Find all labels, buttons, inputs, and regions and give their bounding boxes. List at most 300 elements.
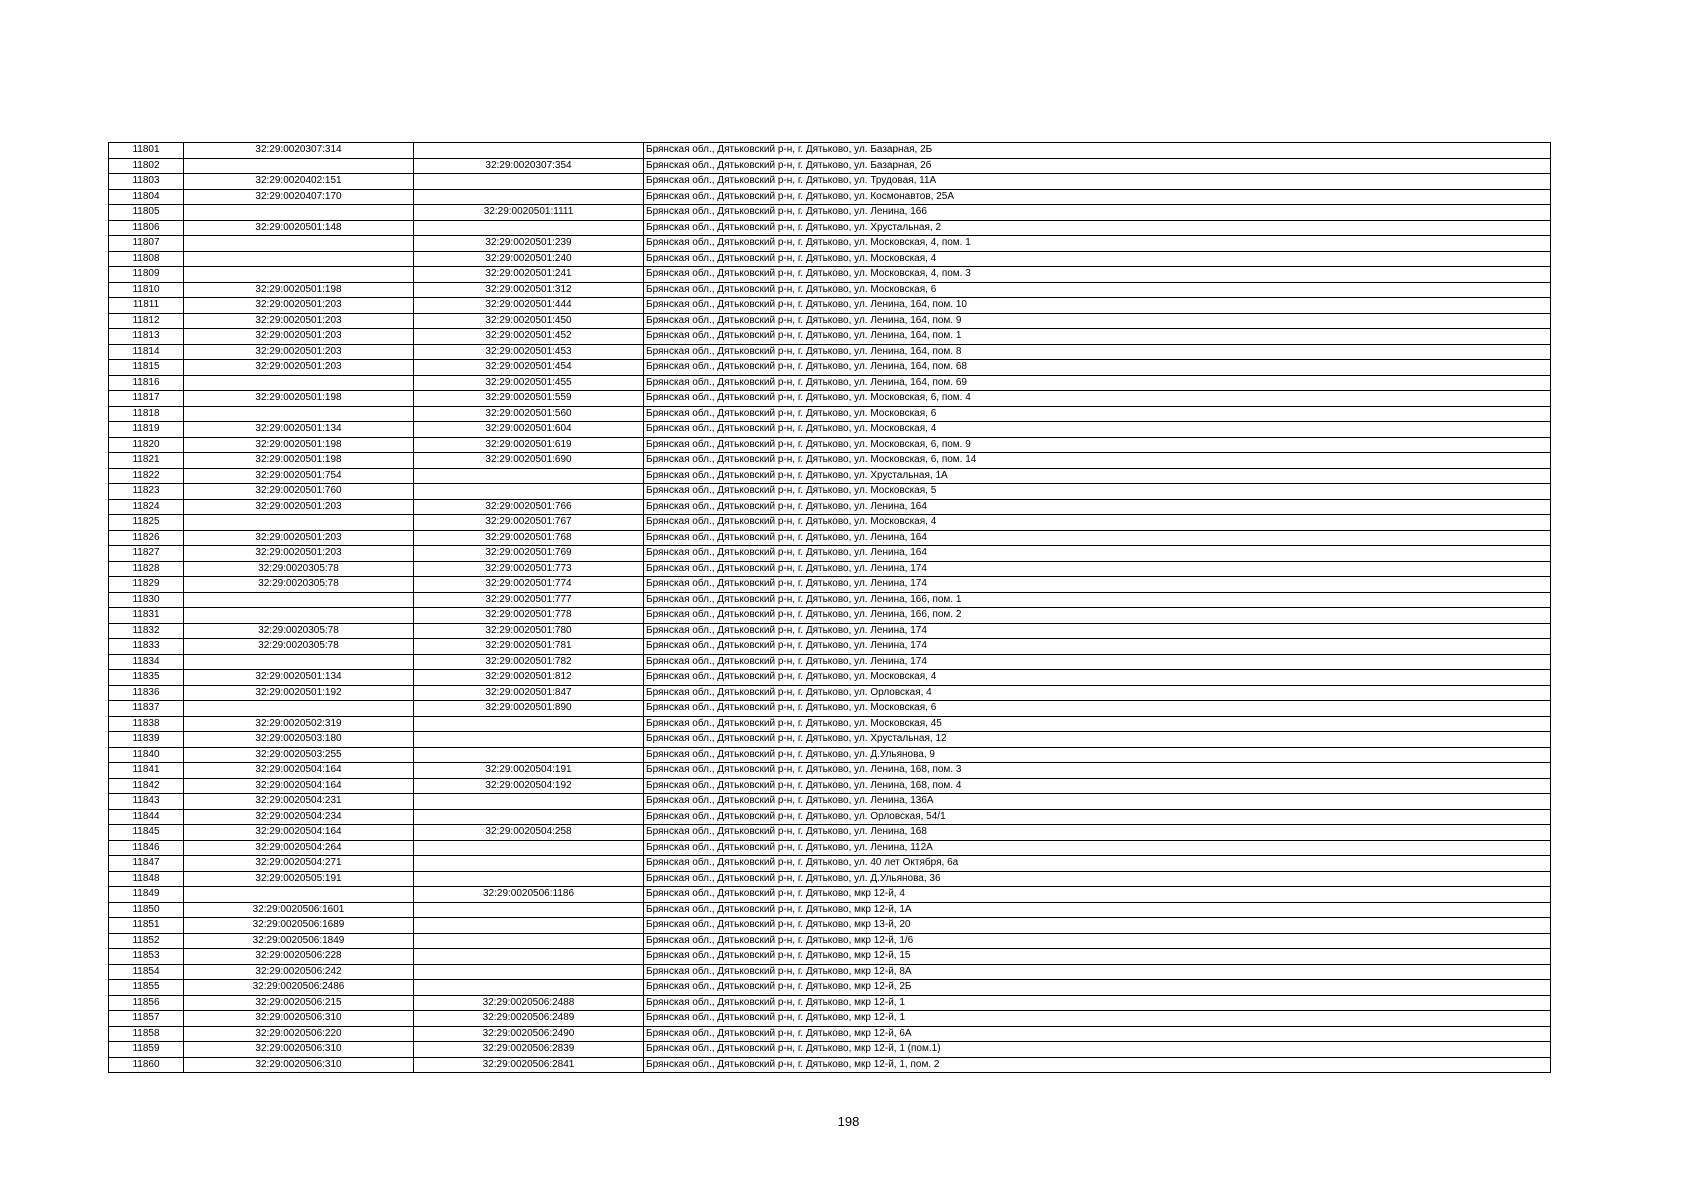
- row-number-cell: 11802: [109, 158, 184, 174]
- address-cell: Брянская обл., Дятьковский р-н, г. Дятьково, ул. Ленина, 174: [644, 654, 1551, 670]
- row-number-cell: 11824: [109, 499, 184, 515]
- object-cadastral-number-cell: 32:29:0020501:767: [414, 515, 644, 531]
- object-cadastral-number-cell: 32:29:0020501:559: [414, 391, 644, 407]
- parcel-cadastral-number-cell: 32:29:0020501:203: [184, 329, 414, 345]
- table-row: [109, 639, 1551, 655]
- address-cell: Брянская обл., Дятьковский р-н, г. Дятьково, ул. Ленина, 174: [644, 577, 1551, 593]
- address-cell: Брянская обл., Дятьковский р-н, г. Дятьково, ул. Хрустальная, 1А: [644, 468, 1551, 484]
- address-cell: Брянская обл., Дятьковский р-н, г. Дятьково, мкр 13-й, 20: [644, 918, 1551, 934]
- row-number-cell: 11801: [109, 143, 184, 159]
- address-cell: Брянская обл., Дятьковский р-н, г. Дятьково, ул. Ленина, 164: [644, 546, 1551, 562]
- address-cell: Брянская обл., Дятьковский р-н, г. Дятьково, ул. Ленина, 136А: [644, 794, 1551, 810]
- object-cadastral-number-cell: 32:29:0020501:453: [414, 344, 644, 360]
- row-number-cell: 11829: [109, 577, 184, 593]
- row-number-cell: 11858: [109, 1026, 184, 1042]
- row-number-cell: 11839: [109, 732, 184, 748]
- table-row: [109, 778, 1551, 794]
- row-number-cell: 11810: [109, 282, 184, 298]
- object-cadastral-number-cell: 32:29:0020501:768: [414, 530, 644, 546]
- object-cadastral-number-cell: 32:29:0020501:239: [414, 236, 644, 252]
- row-number-cell: 11855: [109, 980, 184, 996]
- row-number-cell: 11841: [109, 763, 184, 779]
- object-cadastral-number-cell: 32:29:0020506:1186: [414, 887, 644, 903]
- row-number-cell: 11823: [109, 484, 184, 500]
- address-cell: Брянская обл., Дятьковский р-н, г. Дятьково, мкр 12-й, 15: [644, 949, 1551, 965]
- table-row: [109, 205, 1551, 221]
- table-row: [109, 174, 1551, 190]
- address-cell: Брянская обл., Дятьковский р-н, г. Дятьково, ул. Хрустальная, 12: [644, 732, 1551, 748]
- address-cell: Брянская обл., Дятьковский р-н, г. Дятьково, ул. Московская, 6, пом. 4: [644, 391, 1551, 407]
- address-cell: Брянская обл., Дятьковский р-н, г. Дятьково, ул. Базарная, 2б: [644, 158, 1551, 174]
- object-cadastral-number-cell: [414, 964, 644, 980]
- object-cadastral-number-cell: [414, 794, 644, 810]
- address-cell: Брянская обл., Дятьковский р-н, г. Дятьково, ул. Ленина, 166: [644, 205, 1551, 221]
- table-row: [109, 282, 1551, 298]
- table-row: [109, 685, 1551, 701]
- address-cell: Брянская обл., Дятьковский р-н, г. Дятьково, ул. Московская, 6: [644, 282, 1551, 298]
- table-row: [109, 1011, 1551, 1027]
- address-cell: Брянская обл., Дятьковский р-н, г. Дятьково, ул. Московская, 6: [644, 406, 1551, 422]
- object-cadastral-number-cell: 32:29:0020501:619: [414, 437, 644, 453]
- row-number-cell: 11820: [109, 437, 184, 453]
- address-cell: Брянская обл., Дятьковский р-н, г. Дятьково, ул. Ленина, 164, пом. 69: [644, 375, 1551, 391]
- table-row: [109, 236, 1551, 252]
- table-row: [109, 592, 1551, 608]
- object-cadastral-number-cell: 32:29:0020504:258: [414, 825, 644, 841]
- address-cell: Брянская обл., Дятьковский р-н, г. Дятьково, ул. Ленина, 164: [644, 530, 1551, 546]
- address-cell: Брянская обл., Дятьковский р-н, г. Дятьково, ул. Ленина, 164, пом. 8: [644, 344, 1551, 360]
- row-number-cell: 11812: [109, 313, 184, 329]
- table-row: [109, 871, 1551, 887]
- object-cadastral-number-cell: [414, 949, 644, 965]
- parcel-cadastral-number-cell: 32:29:0020506:310: [184, 1011, 414, 1027]
- object-cadastral-number-cell: 32:29:0020501:766: [414, 499, 644, 515]
- address-cell: Брянская обл., Дятьковский р-н, г. Дятьково, ул. Московская, 4: [644, 670, 1551, 686]
- row-number-cell: 11848: [109, 871, 184, 887]
- parcel-cadastral-number-cell: 32:29:0020506:220: [184, 1026, 414, 1042]
- parcel-cadastral-number-cell: 32:29:0020504:164: [184, 778, 414, 794]
- address-cell: Брянская обл., Дятьковский р-н, г. Дятьково, ул. Ленина, 164, пом. 10: [644, 298, 1551, 314]
- parcel-cadastral-number-cell: 32:29:0020501:760: [184, 484, 414, 500]
- address-cell: Брянская обл., Дятьковский р-н, г. Дятьково, ул. Д.Ульянова, 36: [644, 871, 1551, 887]
- parcel-cadastral-number-cell: 32:29:0020402:151: [184, 174, 414, 190]
- address-cell: Брянская обл., Дятьковский р-н, г. Дятьково, мкр 12-й, 1, пом. 2: [644, 1057, 1551, 1073]
- table-row: [109, 406, 1551, 422]
- table-row: [109, 794, 1551, 810]
- address-cell: Брянская обл., Дятьковский р-н, г. Дятьково, ул. Ленина, 168, пом. 4: [644, 778, 1551, 794]
- table-row: [109, 825, 1551, 841]
- address-cell: Брянская обл., Дятьковский р-н, г. Дятьково, ул. Московская, 4, пом. 3: [644, 267, 1551, 283]
- parcel-cadastral-number-cell: 32:29:0020501:203: [184, 499, 414, 515]
- object-cadastral-number-cell: 32:29:0020501:777: [414, 592, 644, 608]
- object-cadastral-number-cell: [414, 871, 644, 887]
- parcel-cadastral-number-cell: [184, 887, 414, 903]
- row-number-cell: 11809: [109, 267, 184, 283]
- object-cadastral-number-cell: 32:29:0020501:690: [414, 453, 644, 469]
- object-cadastral-number-cell: 32:29:0020501:781: [414, 639, 644, 655]
- table-row: [109, 747, 1551, 763]
- object-cadastral-number-cell: [414, 716, 644, 732]
- object-cadastral-number-cell: 32:29:0020501:241: [414, 267, 644, 283]
- parcel-cadastral-number-cell: 32:29:0020504:264: [184, 840, 414, 856]
- row-number-cell: 11832: [109, 623, 184, 639]
- table-row: [109, 391, 1551, 407]
- parcel-cadastral-number-cell: [184, 592, 414, 608]
- address-cell: Брянская обл., Дятьковский р-н, г. Дятьково, ул. Ленина, 112А: [644, 840, 1551, 856]
- parcel-cadastral-number-cell: [184, 654, 414, 670]
- parcel-cadastral-number-cell: 32:29:0020501:203: [184, 546, 414, 562]
- object-cadastral-number-cell: 32:29:0020506:2839: [414, 1042, 644, 1058]
- object-cadastral-number-cell: [414, 468, 644, 484]
- row-number-cell: 11814: [109, 344, 184, 360]
- row-number-cell: 11813: [109, 329, 184, 345]
- parcel-cadastral-number-cell: 32:29:0020305:78: [184, 577, 414, 593]
- table-row: [109, 918, 1551, 934]
- address-cell: Брянская обл., Дятьковский р-н, г. Дятьково, мкр 12-й, 2Б: [644, 980, 1551, 996]
- row-number-cell: 11852: [109, 933, 184, 949]
- address-cell: Брянская обл., Дятьковский р-н, г. Дятьково, ул. Космонавтов, 25А: [644, 189, 1551, 205]
- row-number-cell: 11817: [109, 391, 184, 407]
- parcel-cadastral-number-cell: 32:29:0020501:754: [184, 468, 414, 484]
- parcel-cadastral-number-cell: 32:29:0020506:1601: [184, 902, 414, 918]
- parcel-cadastral-number-cell: 32:29:0020504:271: [184, 856, 414, 872]
- table-row: [109, 468, 1551, 484]
- table-row: [109, 608, 1551, 624]
- address-cell: Брянская обл., Дятьковский р-н, г. Дятьково, ул. Ленина, 164, пом. 1: [644, 329, 1551, 345]
- object-cadastral-number-cell: 32:29:0020501:780: [414, 623, 644, 639]
- row-number-cell: 11857: [109, 1011, 184, 1027]
- table-row: [109, 546, 1551, 562]
- row-number-cell: 11834: [109, 654, 184, 670]
- table-row: [109, 267, 1551, 283]
- table-row: [109, 980, 1551, 996]
- table-row: [109, 298, 1551, 314]
- object-cadastral-number-cell: 32:29:0020501:769: [414, 546, 644, 562]
- table-row: [109, 887, 1551, 903]
- address-cell: Брянская обл., Дятьковский р-н, г. Дятьково, ул. Московская, 6, пом. 9: [644, 437, 1551, 453]
- row-number-cell: 11859: [109, 1042, 184, 1058]
- address-cell: Брянская обл., Дятьковский р-н, г. Дятьково, мкр 12-й, 6А: [644, 1026, 1551, 1042]
- address-cell: Брянская обл., Дятьковский р-н, г. Дятьково, ул. Трудовая, 11А: [644, 174, 1551, 190]
- table-row: [109, 670, 1551, 686]
- parcel-cadastral-number-cell: 32:29:0020305:78: [184, 561, 414, 577]
- address-cell: Брянская обл., Дятьковский р-н, г. Дятьково, ул. Ленина, 164: [644, 499, 1551, 515]
- parcel-cadastral-number-cell: 32:29:0020506:228: [184, 949, 414, 965]
- row-number-cell: 11833: [109, 639, 184, 655]
- object-cadastral-number-cell: [414, 856, 644, 872]
- parcel-cadastral-number-cell: 32:29:0020501:198: [184, 282, 414, 298]
- row-number-cell: 11827: [109, 546, 184, 562]
- table-row: [109, 344, 1551, 360]
- row-number-cell: 11842: [109, 778, 184, 794]
- table-row: [109, 530, 1551, 546]
- row-number-cell: 11856: [109, 995, 184, 1011]
- parcel-cadastral-number-cell: [184, 267, 414, 283]
- table-row: [109, 158, 1551, 174]
- object-cadastral-number-cell: [414, 484, 644, 500]
- address-cell: Брянская обл., Дятьковский р-н, г. Дятьково, ул. 40 лет Октября, 6а: [644, 856, 1551, 872]
- address-cell: Брянская обл., Дятьковский р-н, г. Дятьково, мкр 12-й, 1А: [644, 902, 1551, 918]
- object-cadastral-number-cell: 32:29:0020504:191: [414, 763, 644, 779]
- object-cadastral-number-cell: [414, 732, 644, 748]
- parcel-cadastral-number-cell: 32:29:0020506:1849: [184, 933, 414, 949]
- row-number-cell: 11843: [109, 794, 184, 810]
- parcel-cadastral-number-cell: 32:29:0020506:1689: [184, 918, 414, 934]
- table-row: [109, 437, 1551, 453]
- table-row: [109, 561, 1551, 577]
- table-row: [109, 313, 1551, 329]
- address-cell: Брянская обл., Дятьковский р-н, г. Дятьково, ул. Ленина, 164, пом. 68: [644, 360, 1551, 376]
- row-number-cell: 11806: [109, 220, 184, 236]
- row-number-cell: 11811: [109, 298, 184, 314]
- row-number-cell: 11835: [109, 670, 184, 686]
- parcel-cadastral-number-cell: 32:29:0020506:310: [184, 1042, 414, 1058]
- parcel-cadastral-number-cell: 32:29:0020501:198: [184, 391, 414, 407]
- address-cell: Брянская обл., Дятьковский р-н, г. Дятьково, ул. Орловская, 4: [644, 685, 1551, 701]
- object-cadastral-number-cell: [414, 189, 644, 205]
- address-cell: Брянская обл., Дятьковский р-н, г. Дятьково, ул. Ленина, 174: [644, 639, 1551, 655]
- address-cell: Брянская обл., Дятьковский р-н, г. Дятьково, ул. Московская, 4: [644, 422, 1551, 438]
- row-number-cell: 11836: [109, 685, 184, 701]
- row-number-cell: 11845: [109, 825, 184, 841]
- address-cell: Брянская обл., Дятьковский р-н, г. Дятьково, мкр 12-й, 1: [644, 995, 1551, 1011]
- row-number-cell: 11826: [109, 530, 184, 546]
- object-cadastral-number-cell: 32:29:0020501:240: [414, 251, 644, 267]
- row-number-cell: 11816: [109, 375, 184, 391]
- row-number-cell: 11808: [109, 251, 184, 267]
- row-number-cell: 11851: [109, 918, 184, 934]
- address-cell: Брянская обл., Дятьковский р-н, г. Дятьково, ул. Д.Ульянова, 9: [644, 747, 1551, 763]
- parcel-cadastral-number-cell: 32:29:0020501:198: [184, 437, 414, 453]
- table-row: [109, 453, 1551, 469]
- table-row: [109, 964, 1551, 980]
- address-cell: Брянская обл., Дятьковский р-н, г. Дятьково, ул. Московская, 6: [644, 701, 1551, 717]
- table-row: [109, 763, 1551, 779]
- object-cadastral-number-cell: [414, 143, 644, 159]
- object-cadastral-number-cell: 32:29:0020506:2841: [414, 1057, 644, 1073]
- row-number-cell: 11846: [109, 840, 184, 856]
- parcel-cadastral-number-cell: 32:29:0020506:242: [184, 964, 414, 980]
- row-number-cell: 11830: [109, 592, 184, 608]
- row-number-cell: 11828: [109, 561, 184, 577]
- address-cell: Брянская обл., Дятьковский р-н, г. Дятьково, ул. Московская, 5: [644, 484, 1551, 500]
- parcel-cadastral-number-cell: 32:29:0020503:255: [184, 747, 414, 763]
- table-row: [109, 484, 1551, 500]
- table-row: [109, 840, 1551, 856]
- address-cell: Брянская обл., Дятьковский р-н, г. Дятьково, ул. Московская, 45: [644, 716, 1551, 732]
- table-row: [109, 995, 1551, 1011]
- table-row: [109, 623, 1551, 639]
- table-row: [109, 654, 1551, 670]
- address-cell: Брянская обл., Дятьковский р-н, г. Дятьково, ул. Хрустальная, 2: [644, 220, 1551, 236]
- table-row: [109, 701, 1551, 717]
- address-cell: Брянская обл., Дятьковский р-н, г. Дятьково, ул. Ленина, 174: [644, 623, 1551, 639]
- object-cadastral-number-cell: 32:29:0020501:1111: [414, 205, 644, 221]
- parcel-cadastral-number-cell: 32:29:0020504:164: [184, 825, 414, 841]
- object-cadastral-number-cell: 32:29:0020501:452: [414, 329, 644, 345]
- object-cadastral-number-cell: 32:29:0020501:778: [414, 608, 644, 624]
- table-row: [109, 329, 1551, 345]
- object-cadastral-number-cell: 32:29:0020501:847: [414, 685, 644, 701]
- property-table: [108, 142, 1551, 1073]
- table-row: [109, 189, 1551, 205]
- object-cadastral-number-cell: [414, 809, 644, 825]
- parcel-cadastral-number-cell: 32:29:0020504:164: [184, 763, 414, 779]
- row-number-cell: 11854: [109, 964, 184, 980]
- row-number-cell: 11850: [109, 902, 184, 918]
- row-number-cell: 11847: [109, 856, 184, 872]
- address-cell: Брянская обл., Дятьковский р-н, г. Дятьково, мкр 12-й, 8А: [644, 964, 1551, 980]
- object-cadastral-number-cell: 32:29:0020501:444: [414, 298, 644, 314]
- parcel-cadastral-number-cell: 32:29:0020502:319: [184, 716, 414, 732]
- object-cadastral-number-cell: 32:29:0020501:773: [414, 561, 644, 577]
- parcel-cadastral-number-cell: 32:29:0020505:191: [184, 871, 414, 887]
- address-cell: Брянская обл., Дятьковский р-н, г. Дятьково, ул. Московская, 4: [644, 515, 1551, 531]
- table-row: [109, 422, 1551, 438]
- table-row: [109, 933, 1551, 949]
- parcel-cadastral-number-cell: 32:29:0020407:170: [184, 189, 414, 205]
- table-row: [109, 251, 1551, 267]
- table-row: [109, 577, 1551, 593]
- table-row: [109, 1042, 1551, 1058]
- table-row: [109, 902, 1551, 918]
- parcel-cadastral-number-cell: 32:29:0020501:134: [184, 422, 414, 438]
- parcel-cadastral-number-cell: [184, 406, 414, 422]
- object-cadastral-number-cell: 32:29:0020501:312: [414, 282, 644, 298]
- address-cell: Брянская обл., Дятьковский р-н, г. Дятьково, мкр 12-й, 4: [644, 887, 1551, 903]
- parcel-cadastral-number-cell: 32:29:0020501:203: [184, 313, 414, 329]
- parcel-cadastral-number-cell: [184, 375, 414, 391]
- table-row: [109, 515, 1551, 531]
- object-cadastral-number-cell: [414, 918, 644, 934]
- parcel-cadastral-number-cell: [184, 205, 414, 221]
- table-row: [109, 1057, 1551, 1073]
- object-cadastral-number-cell: 32:29:0020501:454: [414, 360, 644, 376]
- address-cell: Брянская обл., Дятьковский р-н, г. Дятьково, ул. Ленина, 164, пом. 9: [644, 313, 1551, 329]
- table-row: [109, 856, 1551, 872]
- row-number-cell: 11815: [109, 360, 184, 376]
- table-body: [109, 143, 1551, 1073]
- row-number-cell: 11831: [109, 608, 184, 624]
- parcel-cadastral-number-cell: 32:29:0020501:198: [184, 453, 414, 469]
- row-number-cell: 11819: [109, 422, 184, 438]
- parcel-cadastral-number-cell: [184, 608, 414, 624]
- parcel-cadastral-number-cell: 32:29:0020307:314: [184, 143, 414, 159]
- parcel-cadastral-number-cell: 32:29:0020506:310: [184, 1057, 414, 1073]
- table-row: [109, 360, 1551, 376]
- parcel-cadastral-number-cell: 32:29:0020501:203: [184, 360, 414, 376]
- table-row: [109, 716, 1551, 732]
- parcel-cadastral-number-cell: [184, 515, 414, 531]
- address-cell: Брянская обл., Дятьковский р-н, г. Дятьково, ул. Ленина, 166, пом. 1: [644, 592, 1551, 608]
- object-cadastral-number-cell: [414, 747, 644, 763]
- row-number-cell: 11849: [109, 887, 184, 903]
- row-number-cell: 11853: [109, 949, 184, 965]
- object-cadastral-number-cell: 32:29:0020501:560: [414, 406, 644, 422]
- parcel-cadastral-number-cell: 32:29:0020506:2486: [184, 980, 414, 996]
- address-cell: Брянская обл., Дятьковский р-н, г. Дятьково, мкр 12-й, 1/6: [644, 933, 1551, 949]
- parcel-cadastral-number-cell: 32:29:0020504:231: [184, 794, 414, 810]
- object-cadastral-number-cell: 32:29:0020506:2489: [414, 1011, 644, 1027]
- address-cell: Брянская обл., Дятьковский р-н, г. Дятьково, ул. Базарная, 2Б: [644, 143, 1551, 159]
- parcel-cadastral-number-cell: 32:29:0020501:148: [184, 220, 414, 236]
- address-cell: Брянская обл., Дятьковский р-н, г. Дятьково, мкр 12-й, 1 (пом.1): [644, 1042, 1551, 1058]
- row-number-cell: 11821: [109, 453, 184, 469]
- table-row: [109, 143, 1551, 159]
- address-cell: Брянская обл., Дятьковский р-н, г. Дятьково, ул. Ленина, 168, пом. 3: [644, 763, 1551, 779]
- object-cadastral-number-cell: 32:29:0020504:192: [414, 778, 644, 794]
- object-cadastral-number-cell: 32:29:0020501:774: [414, 577, 644, 593]
- parcel-cadastral-number-cell: 32:29:0020503:180: [184, 732, 414, 748]
- object-cadastral-number-cell: 32:29:0020501:450: [414, 313, 644, 329]
- address-cell: Брянская обл., Дятьковский р-н, г. Дятьково, ул. Московская, 4, пом. 1: [644, 236, 1551, 252]
- parcel-cadastral-number-cell: [184, 701, 414, 717]
- table-row: [109, 949, 1551, 965]
- object-cadastral-number-cell: 32:29:0020501:812: [414, 670, 644, 686]
- parcel-cadastral-number-cell: 32:29:0020501:203: [184, 298, 414, 314]
- parcel-cadastral-number-cell: [184, 251, 414, 267]
- parcel-cadastral-number-cell: 32:29:0020501:203: [184, 530, 414, 546]
- object-cadastral-number-cell: 32:29:0020501:455: [414, 375, 644, 391]
- object-cadastral-number-cell: [414, 220, 644, 236]
- parcel-cadastral-number-cell: [184, 158, 414, 174]
- parcel-cadastral-number-cell: [184, 236, 414, 252]
- address-cell: Брянская обл., Дятьковский р-н, г. Дятьково, мкр 12-й, 1: [644, 1011, 1551, 1027]
- parcel-cadastral-number-cell: 32:29:0020504:234: [184, 809, 414, 825]
- row-number-cell: 11803: [109, 174, 184, 190]
- object-cadastral-number-cell: [414, 902, 644, 918]
- table-row: [109, 375, 1551, 391]
- object-cadastral-number-cell: [414, 933, 644, 949]
- parcel-cadastral-number-cell: 32:29:0020501:192: [184, 685, 414, 701]
- row-number-cell: 11805: [109, 205, 184, 221]
- object-cadastral-number-cell: [414, 980, 644, 996]
- table-row: [109, 220, 1551, 236]
- row-number-cell: 11804: [109, 189, 184, 205]
- address-cell: Брянская обл., Дятьковский р-н, г. Дятьково, ул. Ленина, 168: [644, 825, 1551, 841]
- row-number-cell: 11818: [109, 406, 184, 422]
- object-cadastral-number-cell: 32:29:0020501:890: [414, 701, 644, 717]
- object-cadastral-number-cell: [414, 840, 644, 856]
- object-cadastral-number-cell: 32:29:0020501:782: [414, 654, 644, 670]
- row-number-cell: 11837: [109, 701, 184, 717]
- address-cell: Брянская обл., Дятьковский р-н, г. Дятьково, ул. Орловская, 54/1: [644, 809, 1551, 825]
- row-number-cell: 11844: [109, 809, 184, 825]
- row-number-cell: 11838: [109, 716, 184, 732]
- page-number: 198: [837, 1114, 860, 1129]
- object-cadastral-number-cell: 32:29:0020506:2488: [414, 995, 644, 1011]
- address-cell: Брянская обл., Дятьковский р-н, г. Дятьково, ул. Московская, 6, пом. 14: [644, 453, 1551, 469]
- row-number-cell: 11860: [109, 1057, 184, 1073]
- row-number-cell: 11840: [109, 747, 184, 763]
- object-cadastral-number-cell: 32:29:0020506:2490: [414, 1026, 644, 1042]
- address-cell: Брянская обл., Дятьковский р-н, г. Дятьково, ул. Московская, 4: [644, 251, 1551, 267]
- parcel-cadastral-number-cell: 32:29:0020501:203: [184, 344, 414, 360]
- row-number-cell: 11825: [109, 515, 184, 531]
- row-number-cell: 11822: [109, 468, 184, 484]
- table-row: [109, 732, 1551, 748]
- address-cell: Брянская обл., Дятьковский р-н, г. Дятьково, ул. Ленина, 174: [644, 561, 1551, 577]
- table-row: [109, 499, 1551, 515]
- object-cadastral-number-cell: 32:29:0020307:354: [414, 158, 644, 174]
- table-row: [109, 809, 1551, 825]
- parcel-cadastral-number-cell: 32:29:0020506:215: [184, 995, 414, 1011]
- table-row: [109, 1026, 1551, 1042]
- object-cadastral-number-cell: 32:29:0020501:604: [414, 422, 644, 438]
- address-cell: Брянская обл., Дятьковский р-н, г. Дятьково, ул. Ленина, 166, пом. 2: [644, 608, 1551, 624]
- row-number-cell: 11807: [109, 236, 184, 252]
- parcel-cadastral-number-cell: 32:29:0020501:134: [184, 670, 414, 686]
